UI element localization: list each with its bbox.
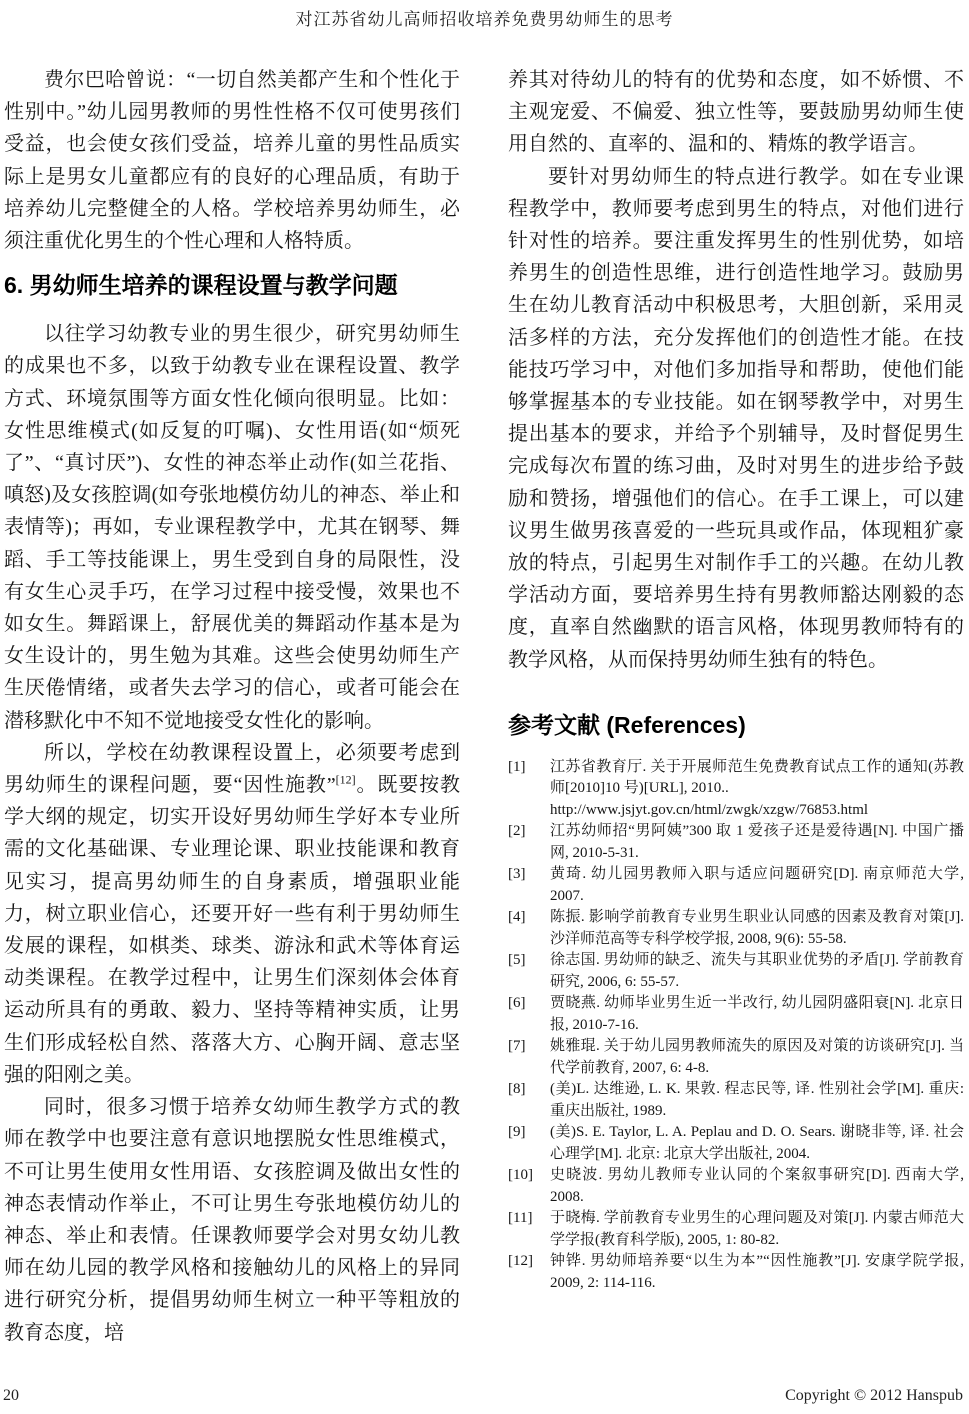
reference-number: [2] [508, 823, 526, 840]
references-list [508, 757, 964, 1295]
page-footer [3, 1387, 963, 1405]
reference-text: 于晓梅. 学前教育专业男生的心理问题及对策[J]. 内蒙古师范大学学报(教育科学版), 2005, 1: 80-82. [550, 1210, 964, 1248]
page-number: 20 [3, 1387, 19, 1404]
paragraph-teacher-habits: 同时，很多习惯于培养女幼师生教学方式的教师在教学中也要注意有意识地摆脱女性思维模式，不可让男生使用女性用语、女孩腔调及做出女性的神态表情动作举止，不可让男生夸张地模仿幼儿的神态、举止和表情。任课教师要学会对男女幼儿教师在幼儿园的教学风格和接触幼儿的风格上的异同进行研究分析，提倡男幼师生树立一种平等粗放的教育态度，培 [4, 1096, 460, 1344]
references-heading: 参考文献 (References) [508, 711, 746, 738]
reference-text [550, 757, 964, 822]
reference-number: [8] [508, 1081, 526, 1098]
copyright-text: Copyright © 2012 Hanspub [785, 1387, 963, 1404]
left-column [4, 64, 460, 1349]
reference-url: http://www.jsjyt.gov.cn/html/zwgk/xzgw/76853.html [550, 801, 869, 818]
reference-text: 徐志国. 男幼师的缺乏、流失与其职业优势的矛盾[J]. 学前教育研究, 2006, 6: 55-57. [550, 952, 964, 990]
reference-item-12 [508, 1251, 964, 1294]
reference-item-4 [508, 907, 964, 950]
reference-number: [6] [508, 995, 526, 1012]
reference-item-5 [508, 950, 964, 993]
paragraph-curriculum-problem: 以往学习幼教专业的男生很少，研究男幼师生的成果也不多，以致于幼教专业在课程设置、教学方式、环境氛围等方面女性化倾向很明显。比如：女性思维模式(如反复的叮嘱)、女性用语(如“烦死了”、“真讨厌”)、女性的神态举止动作(如兰花指、嗔怒)及女孩腔调(如夸张地模仿幼儿的神态、举止和表情等)；再如，专业课程教学中，尤其在钢琴、舞蹈、手工等技能课上，男生受到自身的局限性，没有女生心灵手巧，在学习过程中接受慢，效果也不如女生。舞蹈课上，舒展优美的舞蹈动作基本是为女生设计的，男生勉为其难。这些会使男幼师生产生厌倦情绪，或者失去学习的信心，或者可能会在潜移默化中不知不觉地接受女性化的影响。 [4, 323, 460, 732]
reference-number: [1] [508, 758, 526, 775]
reference-item-11 [508, 1208, 964, 1251]
reference-number: [12] [508, 1253, 533, 1270]
reference-text: 陈振. 影响学前教育专业男生职业认同感的因素及教育对策[J]. 沙洋师范高等专科学校学报, 2008, 9(6): 55-58. [550, 909, 964, 947]
paragraph-text: 所以，学校在幼教课程设置上，必须要考虑到男幼师生的课程问题，要“因性施教” [4, 741, 460, 797]
paragraph-text: 。既要按教学大纲的规定，切实开设好男幼师生学好本专业所需的文化基础课、专业理论课、职业技能课和教育见实习，提高男幼师生的自身素质，增强职业能力，树立职业信心，还要开好一些有利于男幼师生发展的课程，如棋类、球类、游泳和武术等体育运动类课程。在教学过程中，让男生们深刻体会体育运动所具有的勇敢、毅力、坚持等精神实质，让男生们形成轻松自然、落落大方、心胸开阔、意志坚强的阳刚之美。 [4, 774, 460, 1086]
citation-marker-12: [12] [335, 772, 356, 787]
reference-text: (美)L. 达维逊, L. K. 果敦. 程志民等, 译. 性别社会学[M]. 重庆: 重庆出版社, 1989. [550, 1081, 964, 1119]
reference-text: 黄琦. 幼儿园男教师入职与适应问题研究[D]. 南京师范大学, 2007. [550, 866, 964, 904]
reference-item-8 [508, 1079, 964, 1122]
paragraph-curriculum-advice [4, 737, 460, 1091]
reference-number: [4] [508, 909, 526, 926]
reference-item-7 [508, 1036, 964, 1079]
paper-running-title: 对江苏省幼儿高师招收培养免费男幼师生的思考 [295, 10, 674, 29]
reference-text: 钟铧. 男幼师培养要“以生为本”“因性施教”[J]. 安康学院学报, 2009, 2: 114-116. [550, 1253, 964, 1291]
reference-text: 江苏幼师招“男阿姨”300 取 1 爱孩子还是爱待遇[N]. 中国广播网, 2010-5-31. [550, 823, 964, 861]
reference-number: [3] [508, 866, 526, 883]
reference-item-10 [508, 1165, 964, 1208]
reference-text: (美)S. E. Taylor, L. A. Peplau and D. O. Sears. 谢晓非等, 译. 社会心理学[M]. 北京: 北京大学出版社, 2004. [550, 1124, 964, 1162]
reference-text: 贾晓燕. 幼师毕业男生近一半改行, 幼儿园阴盛阳衰[N]. 北京日报, 2010-7-16. [550, 995, 964, 1033]
reference-item-9 [508, 1122, 964, 1165]
reference-number: [5] [508, 952, 526, 969]
reference-number: [10] [508, 1167, 533, 1184]
paragraph-continuation: 养其对待幼儿的特有的优势和态度，如不娇惯、不主观宠爱、不偏爱、独立性等，要鼓励男幼师生使用自然的、直率的、温和的、精炼的教学语言。 [508, 69, 964, 156]
paragraph-feuerbach-quote: 费尔巴哈曾说：“一切自然美都产生和个性化于性别中。”幼儿园男教师的男性性格不仅可使男孩们受益，也会使女孩们受益，培养儿童的男性品质实际上是男女儿童都应有的良好的心理品质，有助于培养幼儿完整健全的人格。学校培养男幼师生，必须注重优化男生的个性心理和人格特质。 [4, 69, 460, 253]
reference-item-6 [508, 993, 964, 1036]
right-column [508, 64, 964, 1349]
reference-number: [9] [508, 1124, 526, 1141]
reference-citation: 江苏省教育厅. 关于开展师范生免费教育试点工作的通知(苏教师[2010]10 号)[URL], 2010.. [550, 758, 964, 797]
reference-number: [7] [508, 1038, 526, 1055]
reference-text: 姚雅琨. 关于幼儿园男教师流失的原因及对策的访谈研究[J]. 当代学前教育, 2007, 6: 4-8. [550, 1038, 964, 1076]
reference-item-3 [508, 864, 964, 907]
two-column-body [0, 64, 969, 1349]
reference-text: 史晓波. 男幼儿教师专业认同的个案叙事研究[D]. 西南大学, 2008. [550, 1167, 964, 1205]
reference-number: [11] [508, 1210, 533, 1227]
reference-item-1 [508, 757, 964, 822]
section-heading-6: 6. 男幼师生培养的课程设置与教学问题 [4, 272, 398, 299]
reference-item-2 [508, 821, 964, 864]
paragraph-targeted-teaching: 要针对男幼师生的特点进行教学。如在专业课程教学中，教师要考虑到男生的特点，对他们进行针对性的培养。要注重发挥男生的性别优势，如培养男生的创造性思维，进行创造性地学习。鼓励男生在幼儿教育活动中积极思考，大胆创新，采用灵活多样的方法，充分发挥他们的创造性才能。在技能技巧学习中，对他们多加指导和帮助，使他们能够掌握基本的专业技能。如在钢琴教学中，对男生提出基本的要求，并给予个别辅导，及时督促男生完成每次布置的练习曲，及时对男生的进步给予鼓励和赞扬，增强他们的信心。在手工课上，可以建议男生做男孩喜爱的一些玩具或作品，体现粗犷豪放的特点，引起男生对制作手工的兴趣。在幼儿教学活动方面，要培养男生持有男教师豁达刚毅的态度，直率自然幽默的语言风格，体现男教师特有的教学风格，从而保持男幼师生独有的特色。 [508, 165, 964, 671]
